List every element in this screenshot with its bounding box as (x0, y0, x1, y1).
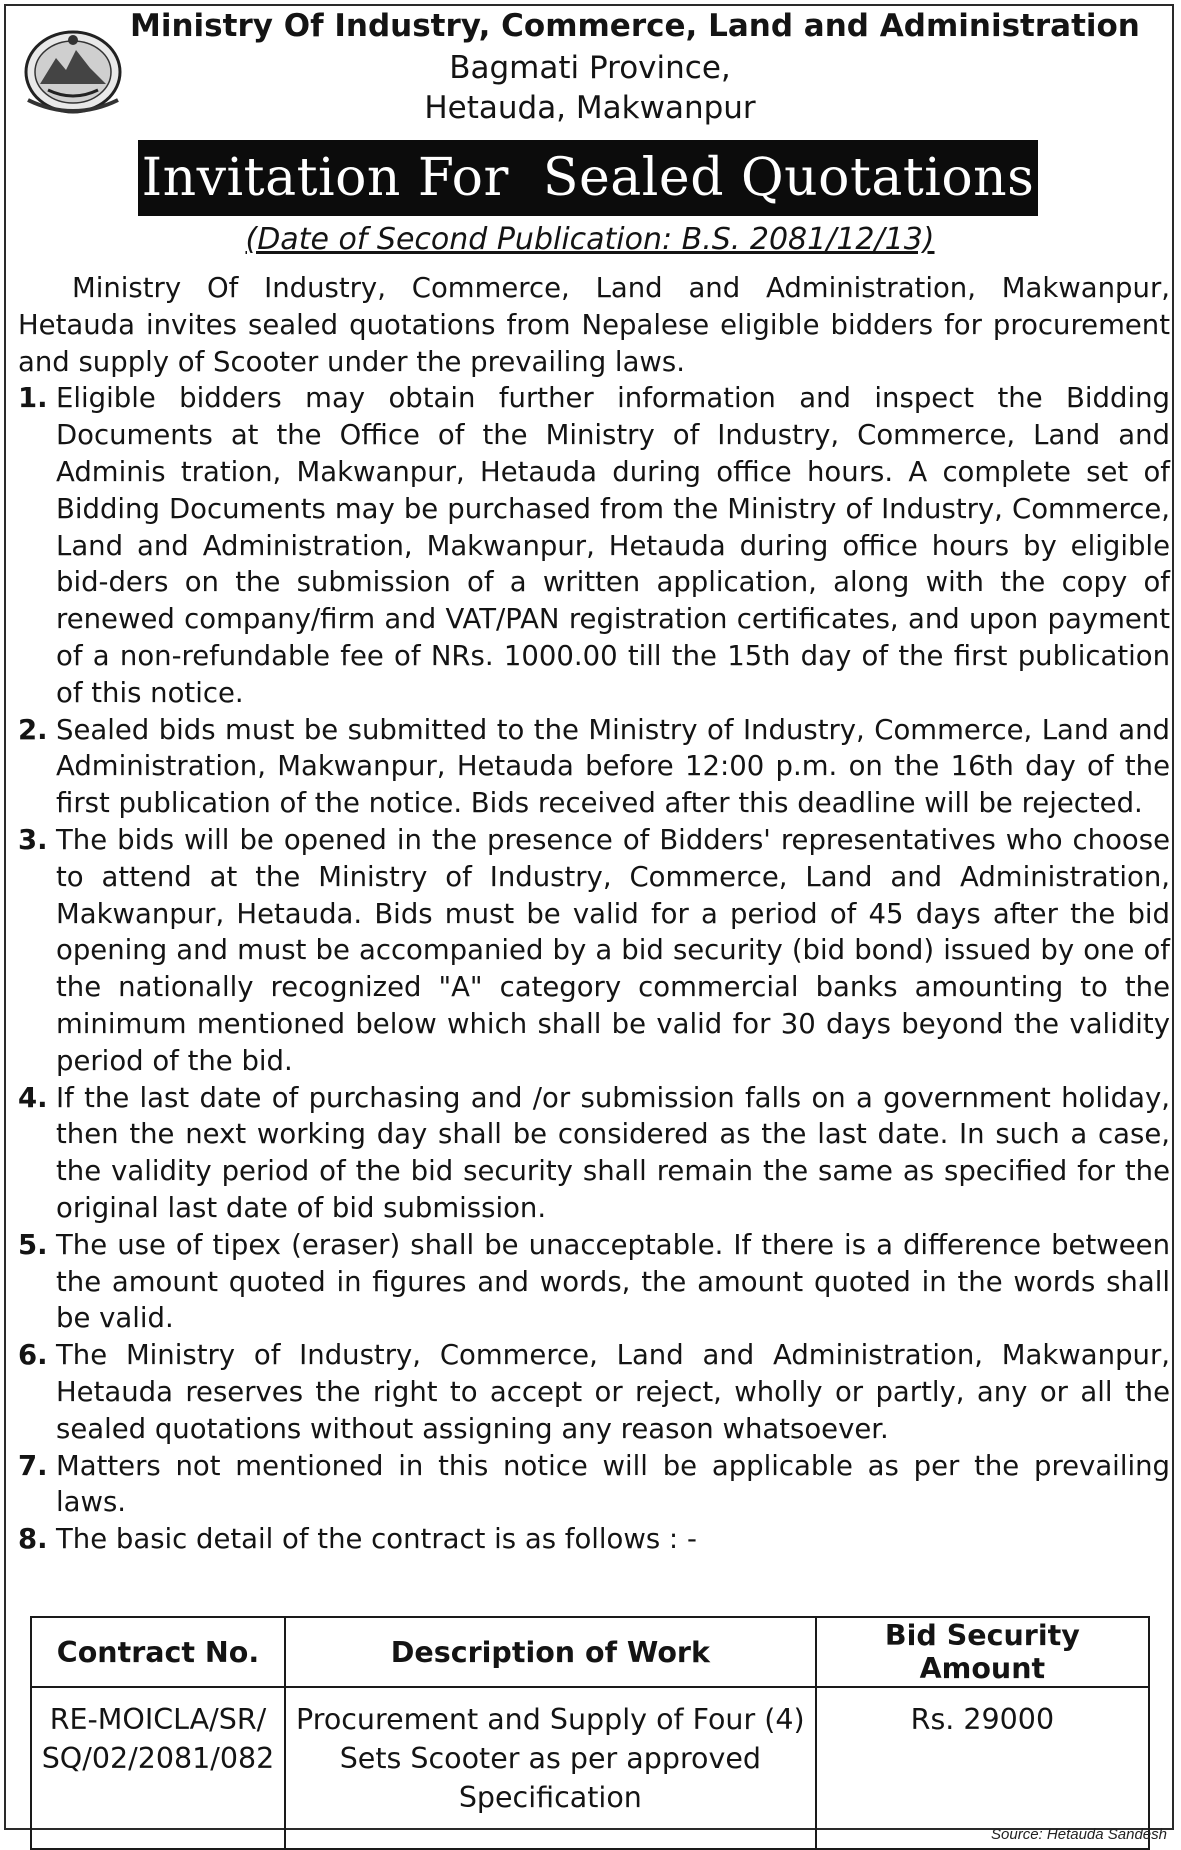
contract-table (30, 1616, 1150, 1850)
publication-date: (Date of Second Publication: B.S. 2081/12/13) (245, 222, 935, 257)
source-credit: Source: Hetauda Sandesh (991, 1826, 1167, 1843)
notice-body (18, 270, 1170, 1558)
list-item (18, 380, 1170, 711)
table-header-row (31, 1617, 1149, 1687)
item-text: The use of tipex (eraser) shall be unacceptable. If there is a difference between the amount quoted in figures and words, the amount quoted in the words shall be valid. (56, 1228, 1170, 1335)
item-number: 5. (18, 1228, 48, 1261)
header-contract-no: Contract No. (31, 1617, 285, 1687)
intro-paragraph: Ministry Of Industry, Commerce, Land and Administration, Makwanpur, Hetauda invites sealed quotations from Nepalese eligible bidders for procurement and supply of Scooter under the prevailing laws. (18, 272, 1170, 378)
item-number: 8. (18, 1523, 48, 1556)
header-bid-security: Bid Security Amount (816, 1617, 1149, 1687)
list-item (18, 1337, 1170, 1447)
item-number: 7. (18, 1449, 48, 1482)
list-item (18, 822, 1170, 1080)
cell-contract-no: RE-MOICLA/SR/ SQ/02/2081/082 (31, 1687, 285, 1849)
table-row (31, 1687, 1149, 1849)
item-text: The bids will be opened in the presence of Bidders' representatives who choose to attend at the Ministry of Industry, Commerce, Land and Administration, Makwanpur, Hetauda. Bids must be valid for a period of 45 days after the bid opening and must be accompanied by a bid security (bid bond) issued by one of the nationally recognized "A" category commercial banks amounting to the minimum mentioned below which shall be valid for 30 days beyond the validity period of the bid. (56, 823, 1170, 1077)
ministry-title: Ministry Of Industry, Commerce, Land and Administration (130, 8, 1140, 44)
item-number: 4. (18, 1081, 48, 1114)
notice-title: Invitation For Sealed Quotations (141, 148, 1035, 208)
notice-title-banner (138, 140, 1038, 216)
item-number: 1. (18, 382, 48, 415)
government-emblem-icon (18, 22, 128, 118)
item-text: Eligible bidders may obtain further information and inspect the Bidding Documents at the Office of the Ministry of Industry, Commerce, Land and Adminis tration, Makwanpur, Hetauda during office hours. A complete set of Bidding Documents may be purchased from the Ministry of Industry, Commerce, Land and Administration, Makwanpur, Hetauda during office hours by eligible bid-ders on the submission of a written application, along with the copy of renewed company/firm and VAT/PAN registration certificates, and upon payment of a non-refundable fee of NRs. 1000.00 till the 15th day of the first publication of this notice. (56, 382, 1170, 709)
item-number: 3. (18, 823, 48, 856)
list-item (18, 1521, 1170, 1558)
item-text: If the last date of purchasing and /or submission falls on a government holiday, then the next working day shall be considered as the last date. In such a case, the validity period of the bid security shall remain the same as specified for the original last date of bid submission. (56, 1081, 1170, 1224)
cell-amount: Rs. 29000 (816, 1687, 1149, 1849)
item-number: 6. (18, 1339, 48, 1372)
item-text: The basic detail of the contract is as follows : - (56, 1523, 697, 1556)
province-line: Bagmati Province, (449, 50, 731, 86)
list-item (18, 1227, 1170, 1337)
cell-description: Procurement and Supply of Four (4) Sets Scooter as per approved Specification (285, 1687, 816, 1849)
item-number: 2. (18, 713, 48, 746)
list-item (18, 1080, 1170, 1227)
location-line: Hetauda, Makwanpur (424, 90, 756, 126)
item-text: The Ministry of Industry, Commerce, Land and Administration, Makwanpur, Hetauda reserves the right to accept or reject, wholly or partly, any or all the sealed quotations without assigning any reason whatsoever. (56, 1339, 1170, 1445)
list-item (18, 712, 1170, 822)
header-description: Description of Work (285, 1617, 816, 1687)
item-text: Matters not mentioned in this notice will be applicable as per the prevailing laws. (56, 1449, 1170, 1519)
list-item (18, 1448, 1170, 1522)
item-text: Sealed bids must be submitted to the Ministry of Industry, Commerce, Land and Administration, Makwanpur, Hetauda before 12:00 p.m. on the 16th day of the first publication of the notice. Bids received after this deadline will be rejected. (56, 713, 1170, 820)
terms-list (18, 380, 1170, 1558)
